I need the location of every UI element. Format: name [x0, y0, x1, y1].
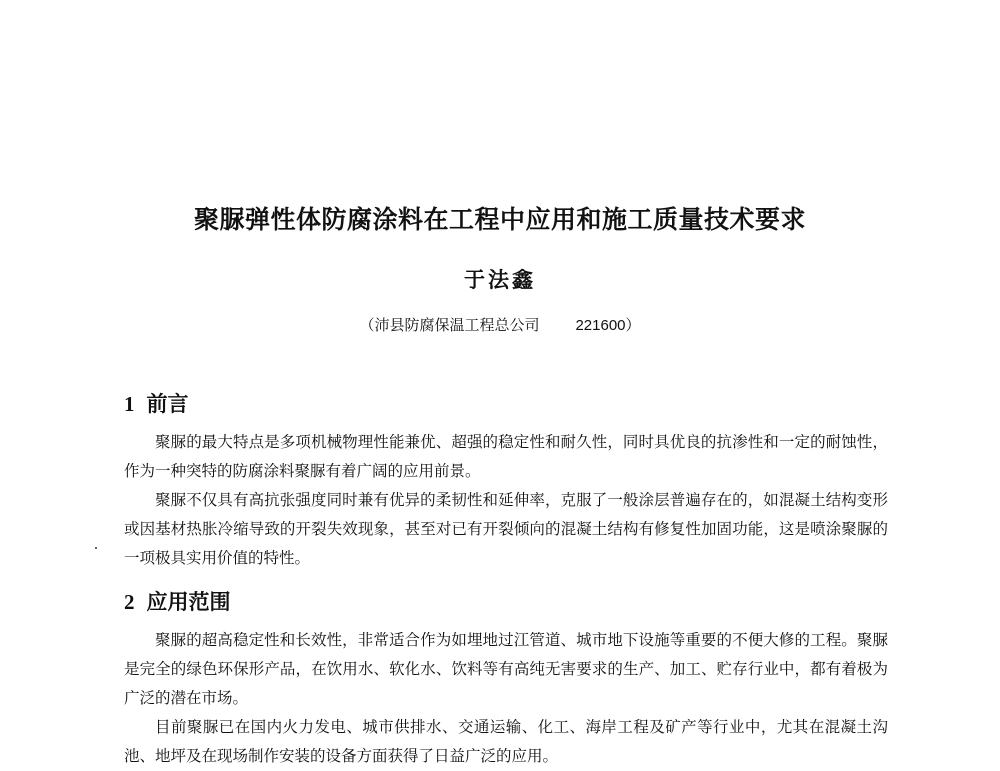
- paragraph: 聚脲不仅具有高抗张强度同时兼有优异的柔韧性和延伸率，克服了一般涂层普遍存在的，如混凝土结构变形或因基材热胀冷缩导致的开裂失效现象，甚至对已有开裂倾向的混凝土结构有修复性加固功能，这是喷涂聚脲的一项极具实用价值的特性。: [124, 491, 888, 567]
- section-2-heading: [124, 586, 231, 616]
- section-title: 前言: [146, 392, 189, 416]
- affiliation-org: （沛县防腐保温工程总公司: [359, 316, 540, 334]
- paragraph: 聚脲的最大特点是多项机械物理性能兼优、超强的稳定性和耐久性，同时具优良的抗渗性和一定的耐蚀性，作为一种突特的防腐涂料聚脲有着广阔的应用前景。: [124, 433, 888, 480]
- postal-code: 221600）: [575, 317, 641, 334]
- section-number: 1: [124, 392, 135, 416]
- section-title: 应用范围: [146, 590, 231, 614]
- scan-speck: [95, 547, 97, 549]
- document-title: 聚脲弹性体防腐涂料在工程中应用和施工质量技术要求: [193, 205, 806, 234]
- section-number: 2: [124, 590, 135, 614]
- paragraph: 聚脲的超高稳定性和长效性，非常适合作为如埋地过江管道、城市地下设施等重要的不便大修的工程。聚脲是完全的绿色环保形产品，在饮用水、软化水、饮料等有高纯无害要求的生产、加工、贮存行业中，都有着极为广泛的潜在市场。: [124, 631, 888, 707]
- author-name: 于法鑫: [464, 267, 536, 292]
- affiliation: [0, 314, 1000, 335]
- section-1-heading: [124, 388, 189, 418]
- paragraph: 目前聚脲已在国内火力发电、城市供排水、交通运输、化工、海岸工程及矿产等行业中，尤其在混凝土沟池、地坪及在现场制作安装的设备方面获得了日益广泛的应用。: [124, 718, 888, 765]
